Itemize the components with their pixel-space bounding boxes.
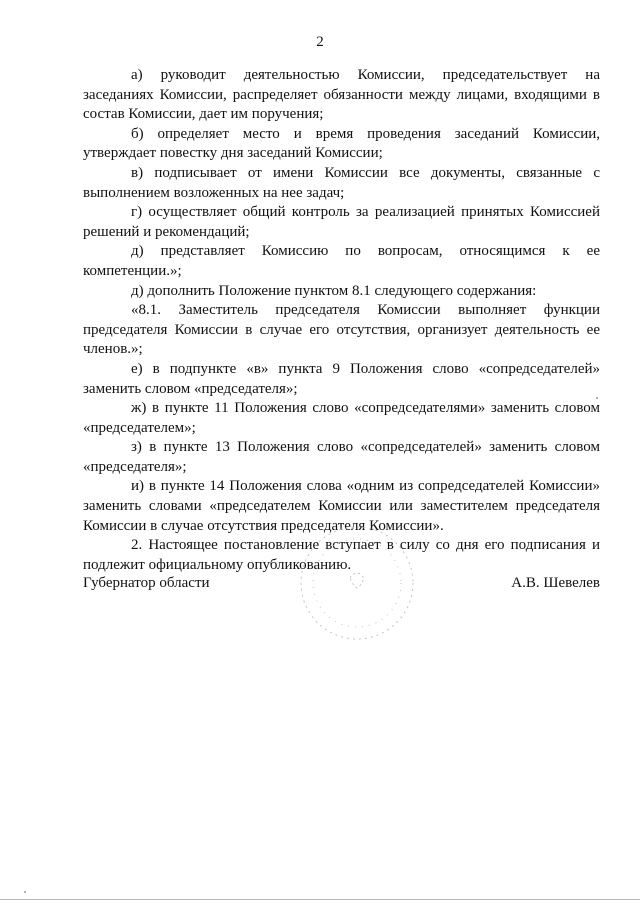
- paragraph-v-signs-documents: в) подписывает от имени Комиссии все документы, связанные с выполнением возложенных на нее задач;: [83, 164, 600, 201]
- scan-speck: [24, 891, 26, 893]
- signer-name: А.В. Шевелев: [511, 575, 600, 591]
- paragraph-e-clause-9: е) в подпункте «в» пункта 9 Положения слово «сопредседателей» заменить словом «председателя»;: [83, 360, 600, 397]
- paragraph-a-chairman-duties: а) руководит деятельностью Комиссии, председательствует на заседаниях Комиссии, распределяет обязанности между лицами, входящими в состав Комиссии, дает им поручения;: [83, 67, 600, 123]
- document-body: [83, 66, 600, 575]
- paragraph-g-general-control: г) осуществляет общий контроль за реализацией принятых Комиссией решений и рекомендаций;: [83, 204, 600, 240]
- paragraph-b-meeting-agenda: б) определяет место и время проведения заседаний Комиссии, утверждает повестку дня заседаний Комиссии;: [83, 125, 600, 162]
- page-number: 2: [316, 34, 324, 50]
- paragraph-clause-8-1-text: «8.1. Заместитель председателя Комиссии выполняет функции председателя Комиссии в случае его отсутствия, организует деятельность ее членов.»;: [83, 302, 600, 358]
- paragraph-zh-clause-11: ж) в пункте 11 Положения слово «сопредседателями» заменить словом «председателем»;: [83, 400, 600, 436]
- paragraph-i-clause-14: и) в пункте 14 Положения слова «одним из сопредседателей Комиссии» заменить словами «председателем Комиссии или заместителем председателя Комиссии в случае отсутствия председателя Комиссии».: [83, 478, 600, 534]
- signer-title: Губернатор области: [83, 575, 210, 591]
- paragraph-d-represents-commission: д) представляет Комиссию по вопросам, относящимся к ее компетенции.»;: [83, 243, 600, 279]
- scan-speck: [596, 397, 598, 399]
- seal-center-emblem: [350, 573, 364, 588]
- faint-seal-stamp: [292, 518, 422, 648]
- scan-bottom-edge: [0, 899, 640, 900]
- paragraph-2-effective-date: 2. Настоящее постановление вступает в силу со дня его подписания и подлежит официальному опубликованию.: [83, 537, 600, 573]
- seal-rings: [301, 527, 413, 639]
- paragraph-d-add-clause-8-1: д) дополнить Положение пунктом 8.1 следующего содержания:: [131, 282, 537, 299]
- paragraph-z-clause-13: з) в пункте 13 Положения слово «сопредседателей» заменить словом «председателя»;: [83, 439, 600, 475]
